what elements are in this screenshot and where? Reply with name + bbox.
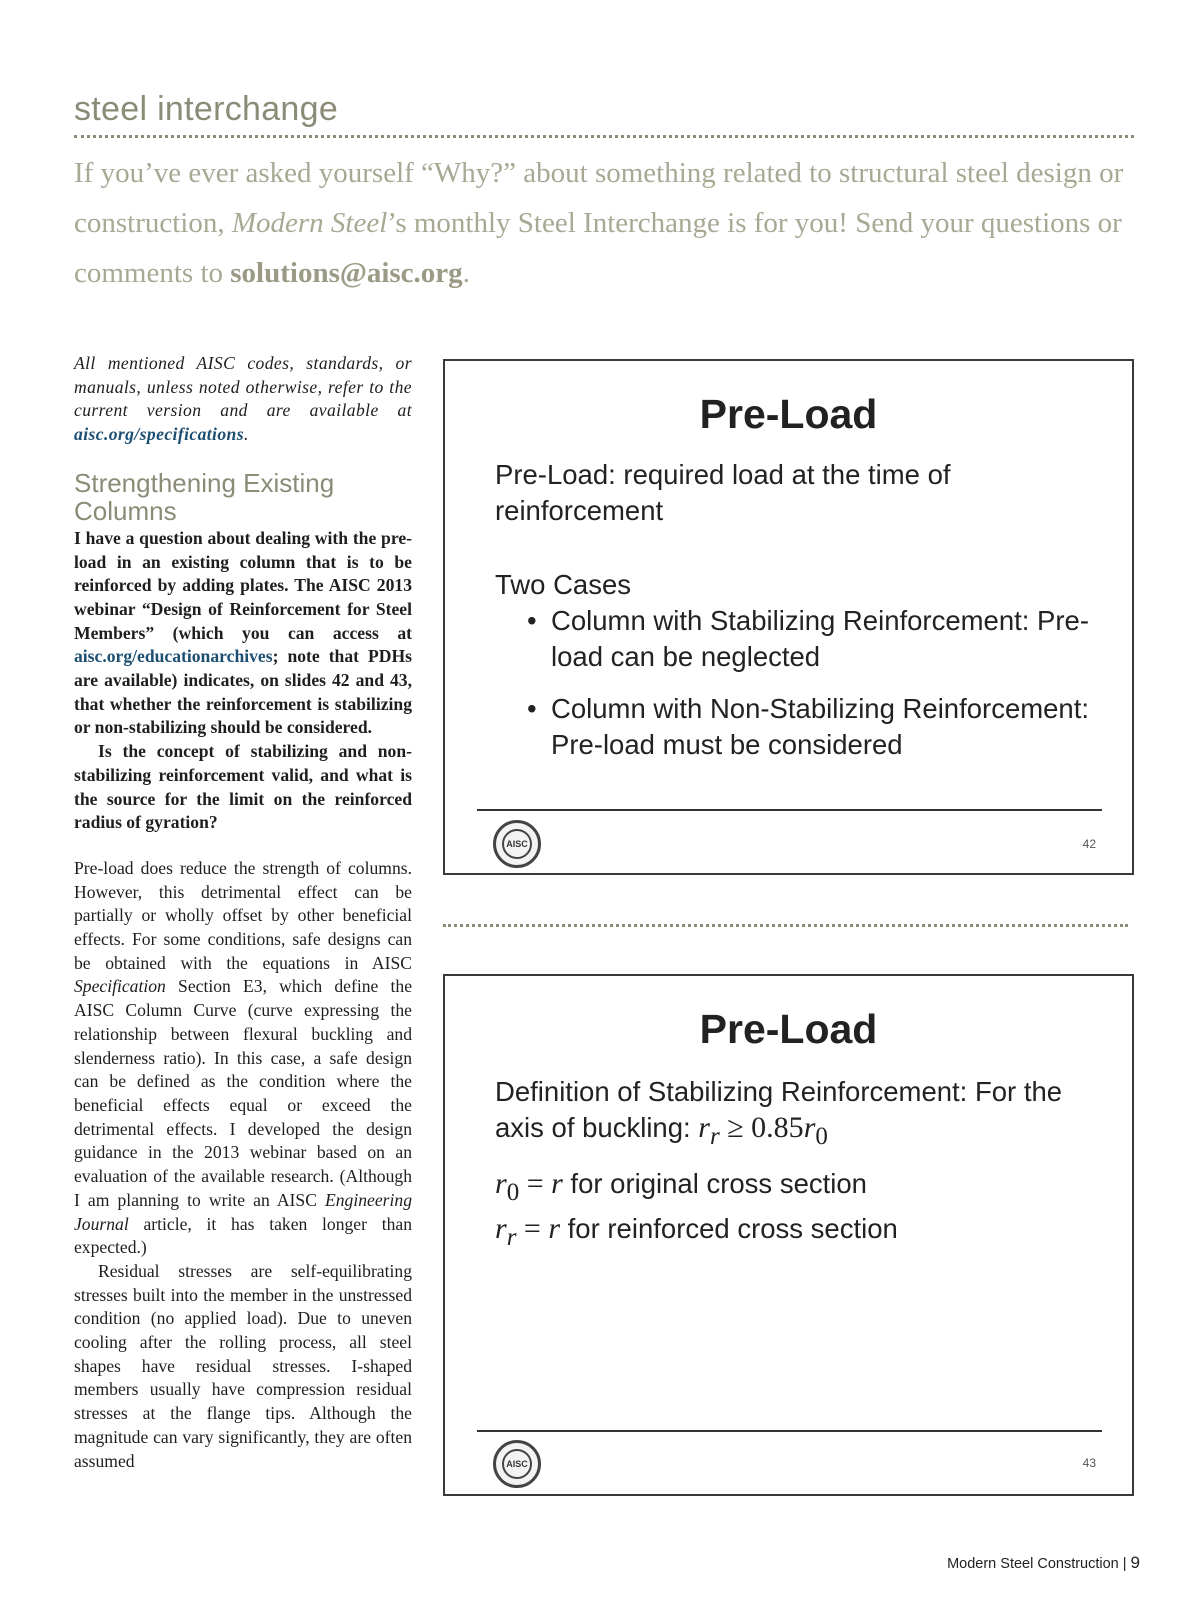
specifications-link[interactable]: aisc.org/specifications [74,424,244,445]
article-heading: Strengthening Existing Columns [74,467,335,526]
slide-separator [443,924,1128,927]
question-paragraph: I have a question about dealing with the pre-load in an existing column that is to be reinforced by adding plates. The AISC 2013 webinar “Design of Reinforcement for Steel Members” (which you can access at aisc.org/educationarchives; note that PDHs are available) indicates, on slides 42 and 43, that whether the reinforcement is stabilizing or non-stabilizing should be considered. [74,527,412,738]
title-divider [74,135,1134,138]
slide-divider [477,1430,1102,1432]
bullet-icon: • [527,693,537,724]
aisc-seal-icon: AISC [493,1440,541,1488]
intro-text: If you’ve ever asked yourself “Why?” about something related to structural steel design or construction, Modern Steel’s monthly Steel Interchange is for you! Send your questions or comments to solutions@aisc.org. [74,157,1124,289]
answer-paragraph-2: Residual stresses are self-equilibrating stresses built into the member in the unstressed condition (no applied load). Due to uneven cooling after the rolling process, all steel shapes have residual stresses. I-shaped members usually have compression residual stresses at the flange tips. Although the magnitude can vary significantly, they are often assumed [74,1260,412,1471]
variable-line: $r_0 = r$ for original cross section [495,1167,867,1206]
list-item: • Column with Stabilizing Reinforcement: Pre-load can be neglected [527,605,1089,672]
disclaimer: All mentioned AISC codes, standards, or manuals, unless noted otherwise, refer to the current version and are available at aisc.org/specifications. [74,353,412,445]
slide-number: 42 [1082,837,1096,851]
email-link[interactable]: solutions@aisc.org [230,257,463,289]
cases-list [495,603,1098,763]
slide-definition: Definition of Stabilizing Reinforcement: For the axis of buckling: $r_r \ge 0.85r_0$ [495,1076,1063,1150]
article-column [74,352,412,1473]
variable-line: $r_r = r$ for reinforced cross section [495,1212,898,1251]
answer-paragraph: Pre-load does reduce the strength of columns. However, this detrimental effect can be partially or wholly offset by other beneficial effects. For some conditions, safe designs can be obtained with the equations in AISC Specification Section E3, which define the AISC Column Curve (curve expressing the relationship between flexural buckling and slenderness ratio). In this case, a safe design can be defined as the condition where the beneficial effects equal or exceed the detrimental effects. I developed the design guidance in the 2013 webinar based on an evaluation of the available research. (Although I am planning to write an AISC Engineering Journal article, it has taken longer than expected.) [74,857,412,1258]
page-footer [947,1553,1140,1573]
bullet-icon: • [527,605,537,636]
slide-43 [443,974,1134,1496]
inequality: $r_r \ge 0.85r_0$ [698,1111,828,1150]
education-archives-link[interactable]: aisc.org/educationarchives [74,646,273,667]
slide-number: 43 [1082,1456,1096,1470]
slide-title: Pre-Load [699,1006,878,1052]
slide-title: Pre-Load [699,391,878,437]
slide-definition: Pre-Load: required load at the time of reinforcement [495,459,951,526]
slide-divider [477,809,1102,811]
footer-separator: | [1122,1556,1127,1572]
section-title: steel interchange [74,90,339,128]
list-item: • Column with Non-Stabilizing Reinforcement: Pre-load must be considered [527,693,1090,760]
magazine-name: Modern Steel [231,207,388,239]
aisc-seal-icon: AISC [493,820,541,868]
slide-42 [443,359,1134,875]
slide-cases [495,567,1098,763]
cases-heading: Two Cases [495,569,632,600]
page-number: 9 [1130,1553,1140,1572]
question-paragraph-2: Is the concept of stabilizing and non-stabilizing reinforcement valid, and what is the source for the limit on the reinforced radius of gyration? [74,741,412,833]
footer-magazine: Modern Steel Construction [947,1556,1119,1572]
slide-variables [495,1166,1098,1256]
